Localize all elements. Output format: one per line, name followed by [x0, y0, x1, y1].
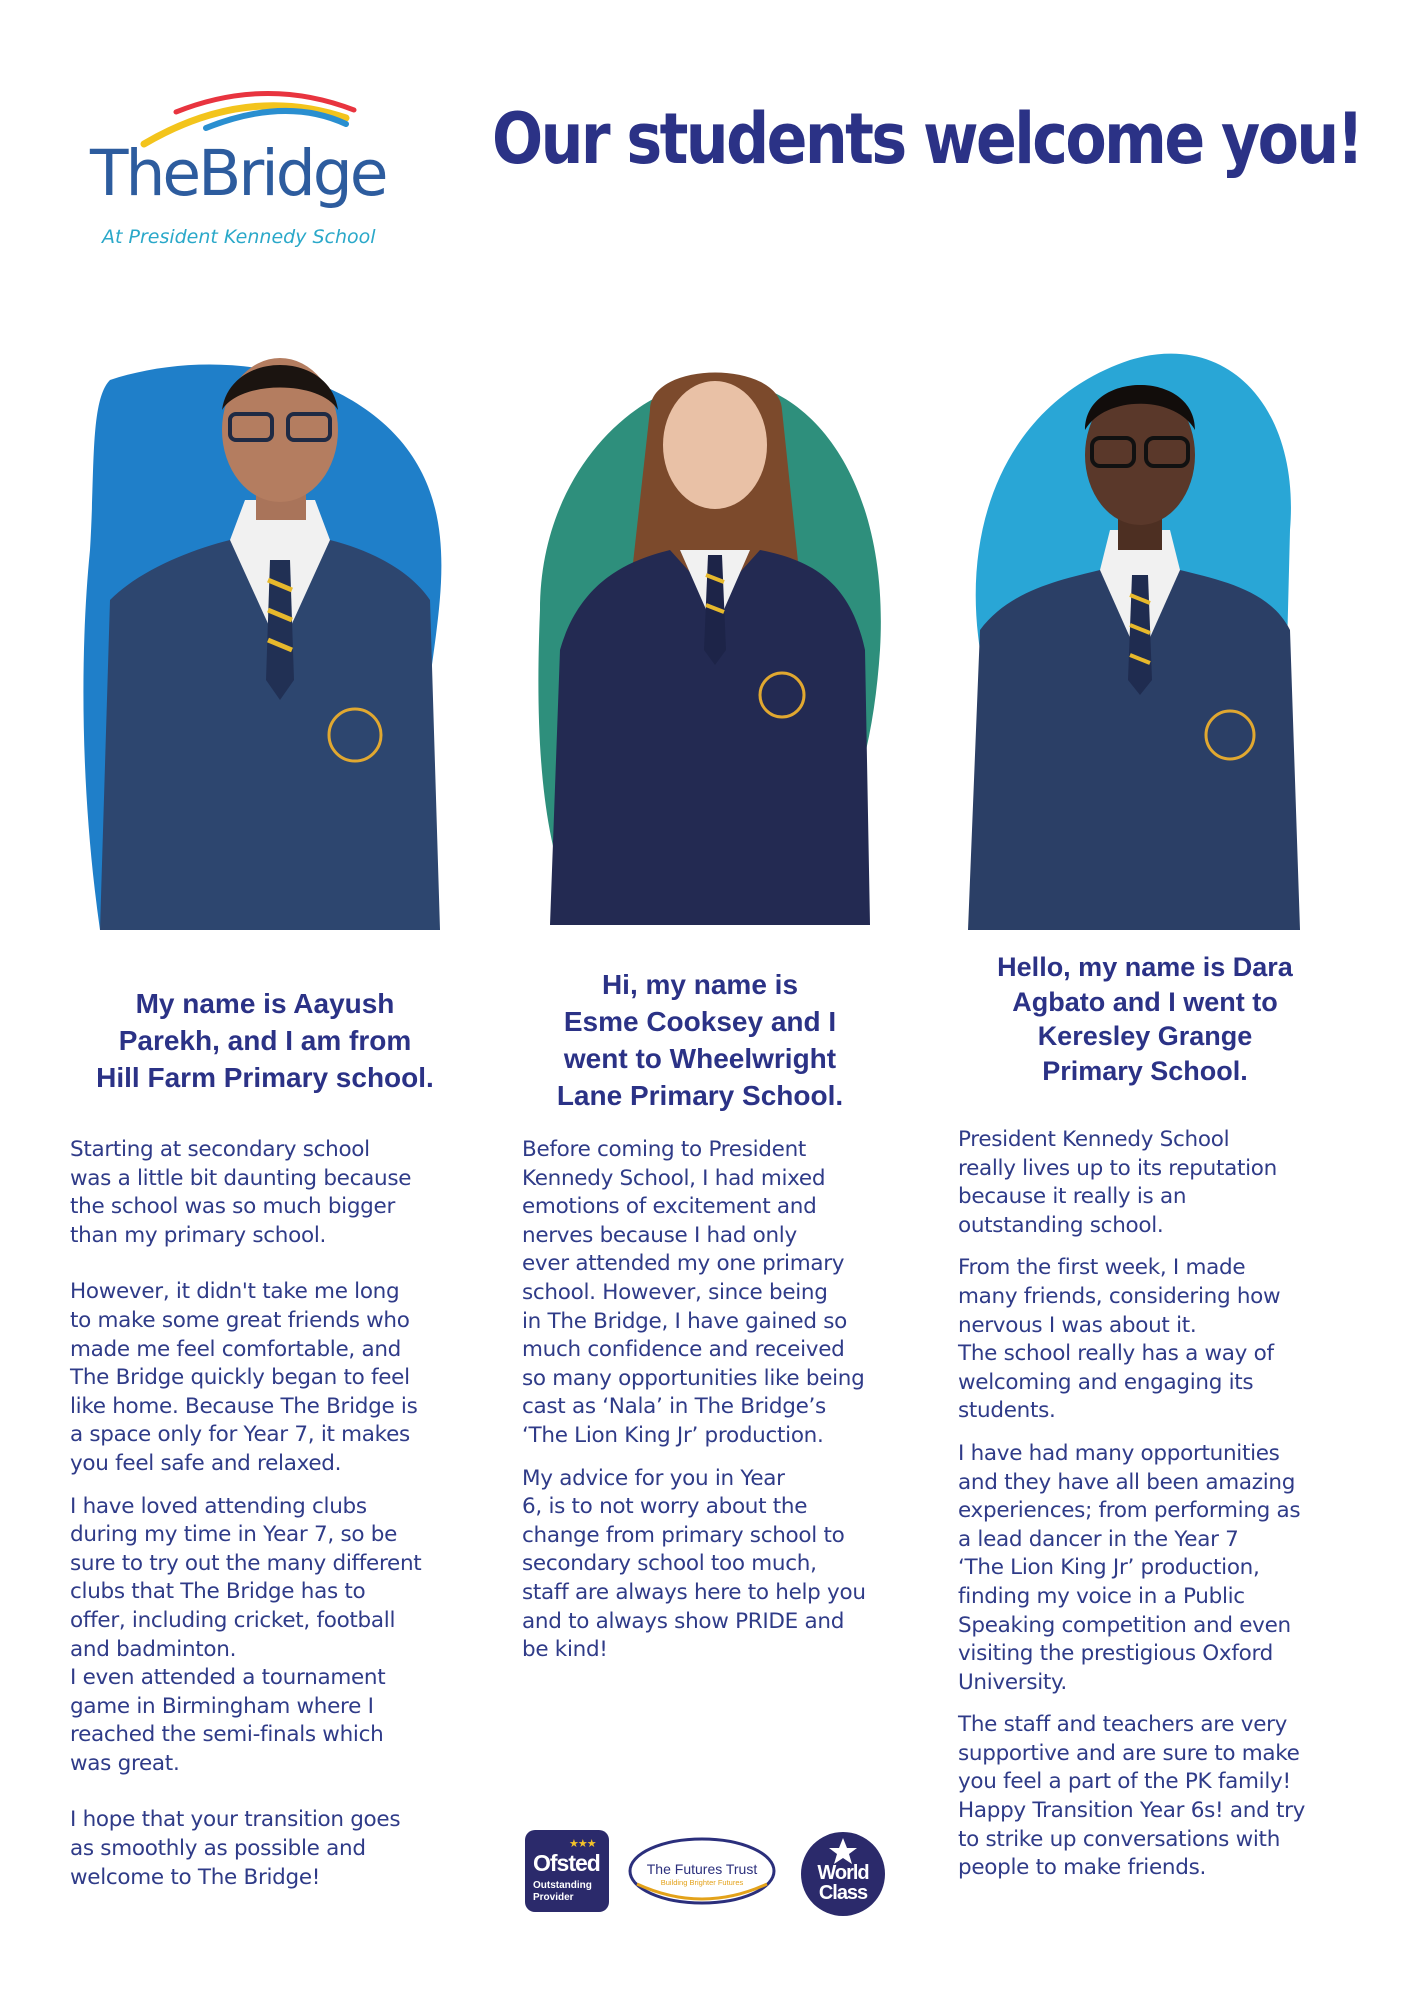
paragraph — [70, 1806, 470, 1892]
paragraph — [958, 1126, 1358, 1240]
heading-line: Keresley Grange — [1037, 1021, 1253, 1051]
text-line: However, it didn't take me long — [70, 1279, 400, 1305]
futures-trust-tagline: Building Brighter Futures — [660, 1878, 744, 1887]
text-line: emotions of excitement and — [522, 1194, 817, 1220]
text-line: you feel safe and relaxed. — [70, 1450, 342, 1476]
text-line: be kind! — [522, 1637, 608, 1663]
logo-subtitle: At President Kennedy School — [102, 226, 376, 248]
world-class-badge — [801, 1832, 885, 1916]
text-line: made me feel comfortable, and — [70, 1336, 402, 1362]
world-class-line2: Class — [818, 1882, 868, 1904]
ofsted-badge — [525, 1830, 609, 1912]
text-line: The school really has a way of — [958, 1341, 1274, 1367]
text-line: The Bridge quickly began to feel — [70, 1365, 410, 1391]
the-bridge-logo — [86, 88, 396, 258]
text-line: to make some great friends who — [70, 1307, 410, 1333]
text-line: in The Bridge, I have gained so — [522, 1308, 847, 1334]
paragraph — [522, 1136, 912, 1451]
text-line: so many opportunities like being — [522, 1365, 865, 1391]
futures-trust-name: The Futures Trust — [646, 1861, 758, 1877]
ofsted-line2: Provider — [533, 1892, 574, 1903]
heading-line: Lane Primary School. — [556, 1080, 844, 1111]
text-line: was a little bit daunting because — [70, 1165, 412, 1191]
student-text-esme — [522, 1136, 912, 1665]
heading-line: Esme Cooksey and I — [563, 1006, 837, 1037]
text-line: nerves because I had only — [522, 1222, 797, 1248]
ofsted-name: Ofsted — [533, 1850, 600, 1876]
text-line: much confidence and received — [522, 1337, 845, 1363]
text-line: like home. Because The Bridge is — [70, 1393, 418, 1419]
text-line: Starting at secondary school — [70, 1137, 370, 1162]
heading-line: Hi, my name is — [601, 969, 799, 1000]
futures-trust-logo — [627, 1836, 777, 1906]
text-line: game in Birmingham where I — [70, 1693, 374, 1719]
logo-wordmark-bridge: Bridge — [198, 137, 386, 210]
text-line: during my time in Year 7, so be — [70, 1522, 398, 1548]
heading-line: Primary School. — [1042, 1055, 1248, 1086]
text-line: a lead dancer in the Year 7 — [958, 1526, 1239, 1552]
heading-line: went to Wheelwright — [563, 1043, 837, 1074]
text-line: Kennedy School, I had mixed — [522, 1165, 826, 1191]
student-heading-esme — [500, 966, 900, 1114]
text-line: welcoming and engaging its — [958, 1369, 1254, 1395]
text-line: I hope that your transition goes — [70, 1807, 401, 1833]
text-line: I have loved attending clubs — [70, 1493, 367, 1519]
text-line: offer, including cricket, football — [70, 1607, 396, 1633]
heading-line: Hill Farm Primary school. — [96, 1062, 434, 1093]
ofsted-line1: Outstanding — [533, 1880, 592, 1891]
page-headline: Our students welcome you! — [492, 98, 1362, 180]
text-line: 6, is to not worry about the — [522, 1494, 808, 1520]
text-line: The staff and teachers are very — [958, 1712, 1288, 1738]
accreditation-badges — [525, 1826, 895, 1916]
ofsted-stars-icon: ★★★ — [569, 1838, 596, 1850]
world-class-line1: World — [817, 1862, 869, 1884]
paragraph — [70, 1278, 470, 1478]
student-text-dara — [958, 1126, 1358, 1883]
heading-line: Agbato and I went to — [1012, 986, 1278, 1017]
text-line: many friends, considering how — [958, 1283, 1281, 1309]
heading-line: Parekh, and I am from — [118, 1025, 412, 1056]
logo-wordmark — [90, 137, 386, 210]
paragraph — [958, 1440, 1358, 1697]
logo-wordmark-the: The — [90, 137, 199, 210]
student-photo-aayush — [80, 350, 460, 930]
text-line: you feel a part of the PK family! — [958, 1769, 1291, 1795]
text-line: people to make friends. — [958, 1855, 1207, 1881]
text-line: students. — [958, 1398, 1056, 1424]
text-line: ever attended my one primary — [522, 1251, 845, 1277]
text-line: change from primary school to — [522, 1522, 845, 1548]
text-line: as smoothly as possible and — [70, 1836, 366, 1862]
text-line: experiences; from performing as — [958, 1498, 1301, 1524]
student-heading-aayush — [60, 985, 470, 1096]
text-line: ‘The Lion King Jr’ production, — [958, 1555, 1260, 1581]
text-line: cast as ‘Nala’ in The Bridge’s — [522, 1394, 826, 1420]
text-line: Happy Transition Year 6s! and try — [958, 1798, 1306, 1824]
text-line: and badminton. — [70, 1636, 237, 1662]
student-heading-dara — [950, 950, 1340, 1088]
text-line: ‘The Lion King Jr’ production. — [522, 1422, 824, 1448]
text-line: supportive and are sure to make — [958, 1740, 1300, 1766]
paragraph — [70, 1136, 470, 1250]
text-line: nervous I was about it. — [958, 1312, 1197, 1338]
text-line: finding my voice in a Public — [958, 1583, 1245, 1609]
text-line: because it really is an — [958, 1184, 1187, 1210]
text-line: From the first week, I made — [958, 1255, 1246, 1281]
text-line: really lives up to its reputation — [958, 1155, 1277, 1181]
text-line: outstanding school. — [958, 1212, 1164, 1238]
text-line: to strike up conversations with — [958, 1826, 1281, 1852]
text-line: reached the semi-finals which — [70, 1722, 384, 1748]
paragraph — [522, 1465, 912, 1665]
text-line: and they have all been amazing — [958, 1469, 1296, 1495]
text-line: visiting the prestigious Oxford — [958, 1641, 1273, 1667]
text-line: than my primary school. — [70, 1222, 327, 1248]
text-line: President Kennedy School — [958, 1127, 1230, 1152]
text-line: and to always show PRIDE and — [522, 1608, 845, 1634]
student-photo-dara — [940, 350, 1320, 930]
text-line: welcome to The Bridge! — [70, 1864, 321, 1890]
paragraph — [958, 1254, 1358, 1426]
student-photo-esme — [520, 350, 900, 925]
text-line: the school was so much bigger — [70, 1194, 396, 1220]
text-line: Speaking competition and even — [958, 1612, 1291, 1638]
text-line: clubs that The Bridge has to — [70, 1579, 366, 1605]
paragraph — [70, 1493, 470, 1779]
text-line: a space only for Year 7, it makes — [70, 1422, 410, 1448]
student-text-aayush — [70, 1136, 470, 1892]
text-line: I even attended a tournament — [70, 1665, 386, 1691]
text-line: University. — [958, 1669, 1067, 1695]
text-line: I have had many opportunities — [958, 1440, 1280, 1466]
text-line: staff are always here to help you — [522, 1579, 866, 1605]
text-line: was great. — [70, 1750, 180, 1776]
text-line: My advice for you in Year — [522, 1465, 785, 1491]
heading-line: Hello, my name is Dara — [997, 952, 1293, 982]
text-line: Before coming to President — [522, 1137, 807, 1162]
text-line: sure to try out the many different — [70, 1550, 422, 1576]
text-line: school. However, since being — [522, 1279, 828, 1305]
heading-line: My name is Aayush — [135, 988, 395, 1019]
paragraph — [958, 1711, 1358, 1883]
text-line: secondary school too much, — [522, 1551, 817, 1577]
